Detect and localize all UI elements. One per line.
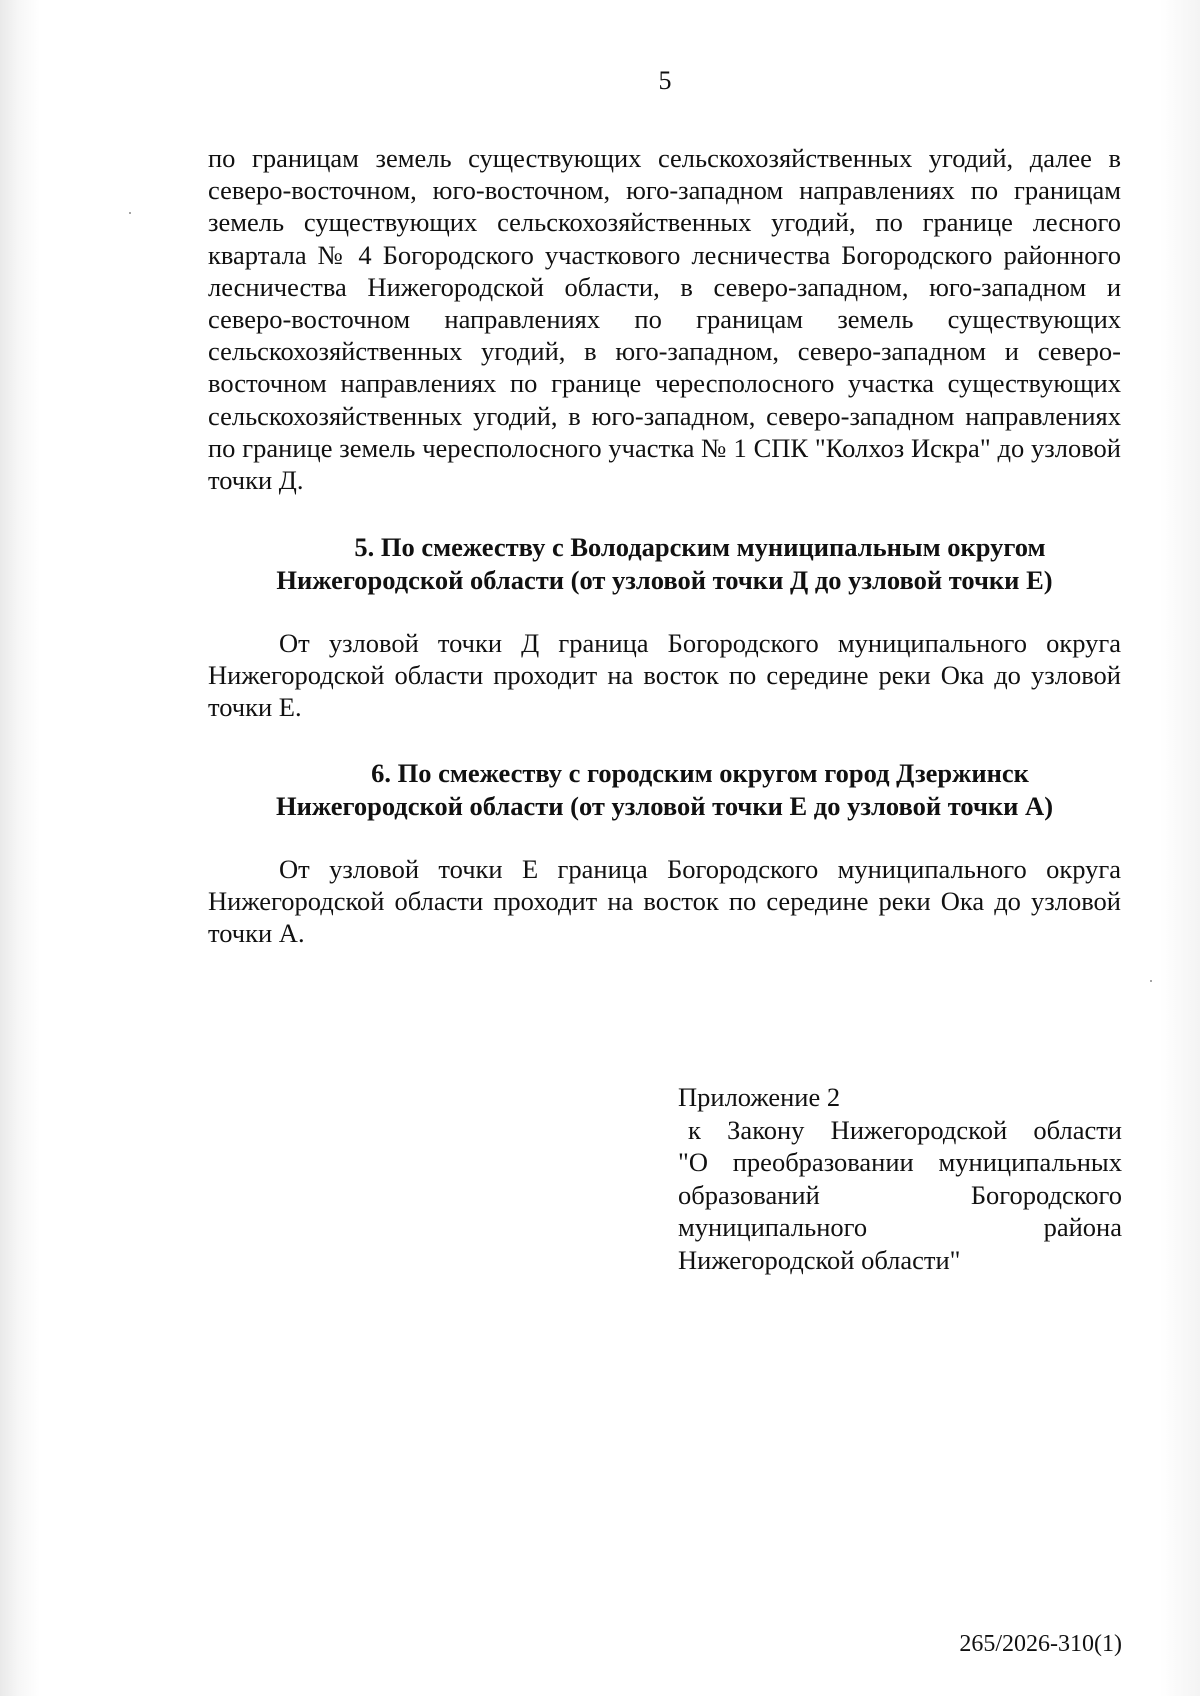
section-heading-5-line-1: 5. По смежеству с Володарским муниципальным округом [354, 532, 1046, 562]
scan-speck [1150, 980, 1152, 982]
section-heading-6-line-2: Нижегородской области (от узловой точки Е до узловой точки А) [275, 791, 1054, 821]
section-heading-6 [208, 757, 1121, 823]
appendix-line-2: к Закону Нижегородской области [688, 1114, 1122, 1145]
paragraph-section-5: От узловой точки Д граница Богородского муниципального округа Нижегородской области проходит на восток по середине реки Ока до узловой точки Е. [208, 628, 1121, 723]
scan-speck [129, 212, 131, 214]
appendix-line-3: "О преобразовании муниципальных [678, 1147, 1122, 1177]
section-heading-5 [208, 531, 1121, 597]
appendix-line-5: муниципального района [678, 1212, 1122, 1242]
paragraph-section-6: От узловой точки Е граница Богородского муниципального округа Нижегородской области проходит на восток по середине реки Ока до узловой точки А. [208, 854, 1121, 949]
appendix-line-4: образований Богородского [678, 1179, 1122, 1210]
appendix-block [678, 1081, 1122, 1276]
appendix-line-1: Приложение 2 [678, 1082, 841, 1112]
section-heading-6-line-1: 6. По смежеству с городским округом город Дзержинск [371, 758, 1029, 788]
page-number: 5 [658, 66, 672, 95]
paragraph-continuation: по границам земель существующих сельскохозяйственных угодий, далее в северо-восточном, юго-восточном, юго-западном направлениях по границам земель существующих сельскохозяйственных угодий, по границе лесного квартала № 4 Богородского участкового лесничества Богородского районного лесничества Нижегородской области, в северо-западном, юго-западном и северо-восточном направлениях по границам земель существующих сельскохозяйственных угодий, в юго-западном, северо-западном и северо-восточном направлениях по границе чересполосного участка существующих сельскохозяйственных угодий, в юго-западном, северо-западном направлениях по границе земель чересполосного участка № 1 СПК "Колхоз Искра" до узловой точки Д. [208, 143, 1121, 496]
document-code: 265/2026-310(1) [959, 1631, 1122, 1657]
section-heading-5-line-2: Нижегородской области (от узловой точки Д до узловой точки Е) [276, 565, 1053, 595]
appendix-line-6: Нижегородской области" [678, 1244, 961, 1275]
